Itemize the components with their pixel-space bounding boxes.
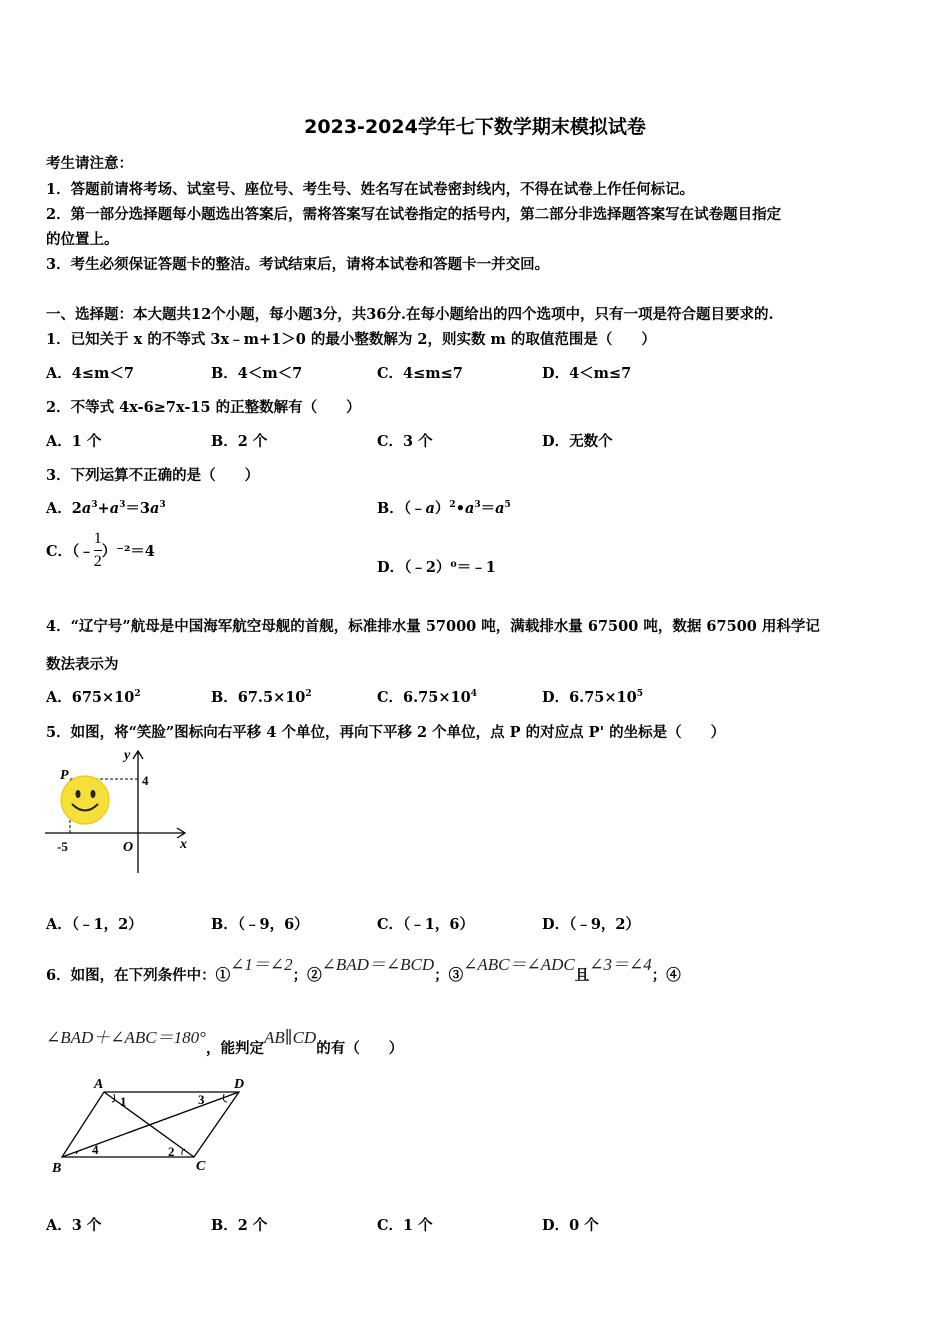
q6-option-a: A．3 个: [46, 1217, 102, 1234]
y-axis-label: y: [124, 748, 131, 763]
q3-option-b-formula: $(﹣a)^2•a^3=a^5$: [403, 500, 511, 517]
q6-stem-mid: ，能判定: [205, 1040, 264, 1057]
q2-option-c: C．3 个: [377, 433, 433, 450]
q4-option-c-base: C．6.75×10: [377, 689, 471, 706]
q4-option-d-base: D．6.75×10: [542, 689, 637, 706]
smiley-eye-icon: [91, 790, 96, 798]
tick-label-neg5: -5: [57, 839, 68, 854]
angle-1-label: 1: [120, 1094, 127, 1109]
question-4-stem-line1: 4．“辽宁号”航母是中国海军航空母舰的首舰，标准排水量 57000 吨，满载排水量 67500 吨，数据 67500 用科学记: [46, 618, 820, 635]
q3-option-b: [377, 497, 511, 518]
q3-option-b-label: B．: [377, 500, 404, 517]
q6-condition-3: ∠ABC＝∠ADC: [463, 955, 575, 974]
vertex-c-label: C: [196, 1159, 206, 1174]
page-title: 2023-2024学年七下数学期末模拟试卷: [304, 116, 646, 138]
q4-option-c: [377, 686, 477, 707]
q6-and: 且: [574, 967, 590, 984]
question-2-stem: 2．不等式 4x-6≥7x-15 的正整数解有（ ）: [46, 399, 361, 416]
q3-option-a: [46, 497, 166, 518]
q3-option-a-formula: $2a^3+a^3=3a^3$: [71, 500, 166, 517]
q1-option-c: C．4≤m≤7: [377, 365, 463, 382]
q4-option-b-exponent: 2: [305, 689, 312, 700]
point-p-label: P: [60, 768, 69, 783]
diagonal-bd: [62, 1092, 239, 1157]
q5-option-d: D．（﹣9，2）: [542, 916, 641, 933]
q6-option-c: C．1 个: [377, 1217, 433, 1234]
q4-option-a: [46, 686, 141, 707]
q6-separator: ；②: [292, 967, 322, 984]
q4-option-d-exponent: 5: [636, 689, 643, 700]
q2-option-d: D．无数个: [542, 433, 613, 450]
angle-3-label: 3: [198, 1092, 205, 1107]
q4-option-a-exponent: 2: [134, 689, 141, 700]
q4-option-b: [211, 686, 312, 707]
tick-label-4: 4: [142, 773, 149, 788]
question-1-stem: 1．已知关于 x 的不等式 3x﹣m+1＞0 的最小整数解为 2，则实数 m 的取值范围是（ ）: [46, 331, 656, 348]
q5-option-a: A．（﹣1，2）: [46, 916, 143, 933]
q3-option-c-fraction: [94, 530, 102, 571]
q6-quadrilateral-figure: [44, 1072, 264, 1182]
q6-separator: ；④: [651, 967, 681, 984]
q1-option-b: B．4＜m＜7: [211, 365, 303, 382]
q5-coordinate-figure: [40, 745, 200, 880]
q4-option-d: [542, 686, 643, 707]
x-axis-label: x: [180, 837, 187, 852]
q6-condition-4: ∠BAD＋∠ABC＝180°: [46, 1028, 206, 1047]
q6-condition-1: ∠1＝∠2: [230, 955, 293, 974]
q6-stem-intro: 6．如图，在下列条件中：①: [46, 967, 231, 984]
q3-option-c: [46, 530, 155, 571]
q6-stem-tail: 的有（ ）: [316, 1040, 404, 1057]
notice-item: 的位置上。: [46, 231, 119, 248]
notice-item: 1．答题前请将考场、试室号、座位号、考生号、姓名写在试卷密封线内，不得在试卷上作任何标记。: [46, 181, 695, 198]
q3-option-d: D．（﹣2）⁰＝﹣1: [377, 559, 496, 576]
vertex-a-label: A: [94, 1077, 104, 1092]
angle-4-label: 4: [92, 1142, 99, 1157]
notice-item: 3．考生必须保证答题卡的整洁。考试结束后，请将本试卷和答题卡一并交回。: [46, 256, 550, 273]
smiley-eye-icon: [76, 790, 81, 798]
question-6-stem: [46, 950, 681, 984]
notice-item: 2．第一部分选择题每小题选出答案后，需将答案写在试卷指定的括号内，第二部分非选择题答案写在试卷题目指定: [46, 206, 782, 223]
fraction-denominator: 2: [93, 553, 102, 570]
notice-heading: 考生请注意：: [46, 155, 133, 172]
section-heading: 一、选择题：本大题共12个小题，每小题3分，共36分.在每小题给出的四个选项中，只有一项是符合题目要求的.: [46, 306, 774, 323]
q3-option-a-label: A．: [46, 500, 72, 517]
q6-option-d: D．0 个: [542, 1217, 599, 1234]
fraction-numerator: 1: [93, 530, 102, 547]
q6-condition-2: ∠BAD＝∠BCD: [321, 955, 435, 974]
q1-option-d: D．4＜m≤7: [542, 365, 632, 382]
q5-option-c: C．（﹣1，6）: [377, 916, 474, 933]
smiley-face-icon: [61, 776, 109, 824]
q1-option-a: A．4≤m＜7: [46, 365, 134, 382]
angle-2-label: 2: [168, 1144, 175, 1159]
q4-option-a-base: A．675×10: [46, 689, 135, 706]
q2-option-a: A．1 个: [46, 433, 102, 450]
q6-conclusion: AB∥CD: [263, 1028, 317, 1047]
q6-condition-3b: ∠3＝∠4: [589, 955, 652, 974]
q3-option-c-suffix: ）⁻²＝4: [101, 543, 155, 560]
q6-option-b: B．2 个: [211, 1217, 268, 1234]
q3-option-c-prefix: C．（﹣: [46, 543, 94, 560]
q2-option-b: B．2 个: [211, 433, 268, 450]
vertex-d-label: D: [234, 1077, 245, 1092]
q6-separator: ；③: [434, 967, 464, 984]
origin-label: O: [123, 840, 134, 855]
q4-option-b-base: B．67.5×10: [211, 689, 306, 706]
question-3-stem: 3．下列运算不正确的是（ ）: [46, 467, 260, 484]
question-5-stem: 5．如图，将“笑脸”图标向右平移 4 个单位，再向下平移 2 个单位，点 P 的对应点 P' 的坐标是（ ）: [46, 724, 726, 741]
q4-option-c-exponent: 4: [470, 689, 477, 700]
question-6-stem-line2: [46, 1023, 404, 1057]
question-4-stem-line2: 数法表示为: [46, 656, 119, 673]
vertex-b-label: B: [52, 1161, 62, 1176]
q5-option-b: B．（﹣9，6）: [211, 916, 309, 933]
